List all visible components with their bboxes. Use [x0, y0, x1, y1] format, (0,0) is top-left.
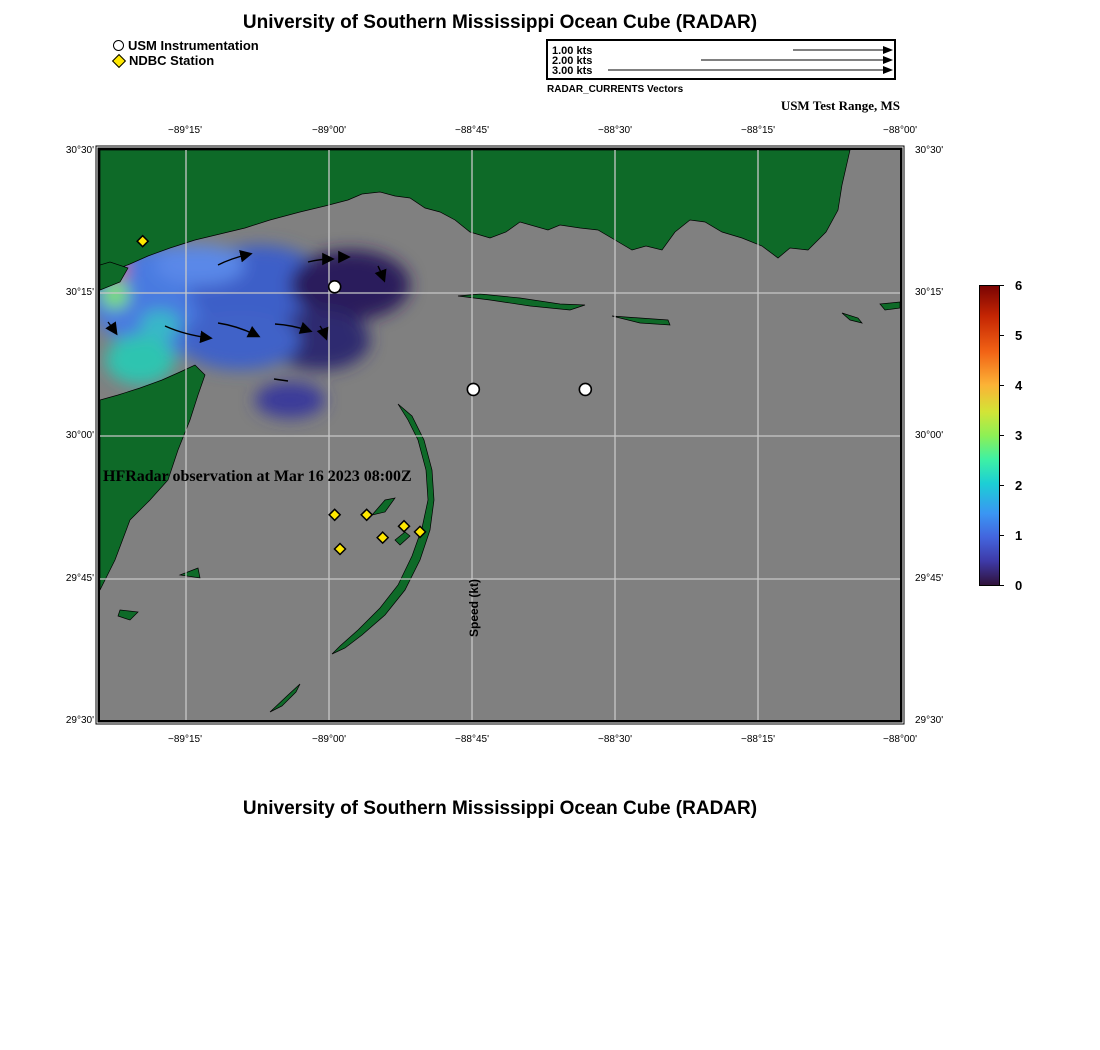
legend-usm — [113, 38, 259, 53]
vector-label-3: 3.00 kts — [552, 65, 593, 77]
diamond-marker-icon — [112, 53, 126, 67]
lat-tick-left: 30°15' — [65, 287, 94, 298]
region-label: USM Test Range, MS — [780, 98, 900, 113]
usm-markers — [329, 281, 592, 396]
lon-tick-top: −88°15' — [741, 125, 775, 136]
ndbc-station-marker — [361, 509, 372, 520]
lon-tick-top: −89°00' — [312, 125, 346, 136]
colorbar-tick-label: 1 — [1015, 528, 1023, 543]
legend-ndbc — [113, 53, 214, 68]
colorbar — [979, 285, 1000, 586]
usm-instrument-marker — [329, 281, 341, 293]
lon-tick-top: −88°45' — [455, 125, 489, 136]
usm-instrument-marker — [579, 383, 591, 395]
lon-tick-bottom: −88°00' — [883, 734, 917, 745]
lon-tick-bottom: −89°00' — [312, 734, 346, 745]
lat-tick-left: 29°45' — [65, 573, 94, 584]
colorbar-ticks — [999, 285, 1005, 586]
lon-tick-bottom: −88°30' — [598, 734, 632, 745]
lat-tick-right: 29°45' — [915, 573, 944, 584]
lon-tick-top: −88°00' — [883, 125, 917, 136]
ndbc-markers — [137, 236, 425, 555]
colorbar-tick-label: 6 — [1015, 278, 1023, 293]
colorbar-tick-label: 4 — [1015, 378, 1023, 393]
legend-usm-label: USM Instrumentation — [128, 38, 259, 53]
vector-label-1: 1.00 kts — [552, 45, 593, 57]
ndbc-station-marker — [415, 526, 426, 537]
footer-title: University of Southern Mississippi Ocean Cube (RADAR) — [242, 798, 758, 819]
vector-caption: RADAR_CURRENTS Vectors — [547, 84, 684, 95]
lon-tick-bottom: −88°45' — [455, 734, 489, 745]
vector-label-2: 2.00 kts — [552, 55, 593, 67]
colorbar-tick-label: 0 — [1015, 578, 1023, 593]
vector-scale-arrows — [548, 41, 894, 78]
lat-tick-right: 30°00' — [915, 430, 944, 441]
circle-marker-icon — [113, 40, 124, 51]
lon-tick-top: −88°30' — [598, 125, 632, 136]
ndbc-station-marker — [335, 544, 346, 555]
chart-title: University of Southern Mississippi Ocean Cube (RADAR) — [242, 12, 758, 33]
ndbc-station-marker — [137, 236, 148, 247]
markers-layer — [90, 140, 912, 732]
lat-tick-left: 30°00' — [65, 430, 94, 441]
ndbc-station-marker — [377, 532, 388, 543]
colorbar-tick-label: 2 — [1015, 478, 1023, 493]
lat-tick-left: 30°30' — [65, 145, 94, 156]
colorbar-tick-label: 3 — [1015, 428, 1023, 443]
legend-ndbc-label: NDBC Station — [129, 53, 215, 68]
lon-tick-bottom: −88°15' — [741, 734, 775, 745]
usm-instrument-marker — [467, 383, 479, 395]
colorbar-label: Speed (kt) — [467, 578, 481, 638]
ndbc-station-marker — [329, 509, 340, 520]
vector-scale-box — [546, 39, 896, 80]
lat-tick-right: 29°30' — [915, 715, 944, 726]
lat-tick-left: 29°30' — [65, 715, 94, 726]
lat-tick-right: 30°30' — [915, 145, 944, 156]
lon-tick-bottom: −89°15' — [168, 734, 202, 745]
ndbc-station-marker — [399, 521, 410, 532]
lat-tick-right: 30°15' — [915, 287, 944, 298]
lon-tick-top: −89°15' — [168, 125, 202, 136]
colorbar-tick-label: 5 — [1015, 328, 1023, 343]
observation-label: HFRadar observation at Mar 16 2023 08:00Z — [103, 468, 412, 485]
